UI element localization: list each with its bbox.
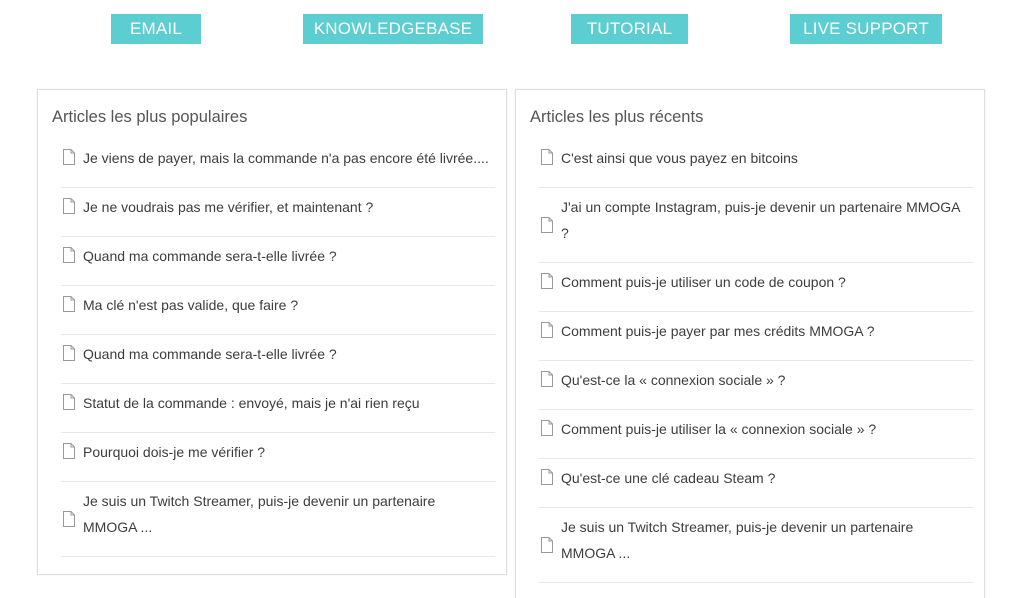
article-link[interactable]: Je viens de payer, mais la commande n'a pas encore été livrée.... xyxy=(83,150,489,166)
list-item[interactable] xyxy=(539,508,973,583)
list-item[interactable] xyxy=(539,188,973,263)
article-link[interactable]: Quand ma commande sera-t-elle livrée ? xyxy=(83,346,337,362)
document-icon xyxy=(541,149,553,165)
list-item[interactable] xyxy=(61,482,495,557)
popular-articles-panel xyxy=(37,89,507,575)
live-support-button[interactable]: LIVE SUPPORT xyxy=(790,14,942,44)
article-link[interactable]: Je ne voudrais pas me vérifier, et maintenant ? xyxy=(83,199,374,215)
popular-articles-list xyxy=(61,139,495,557)
article-link[interactable]: Qu'est-ce la « connexion sociale » ? xyxy=(561,372,786,388)
document-icon xyxy=(541,469,553,485)
article-link[interactable]: Je suis un Twitch Streamer, puis-je devenir un partenaire MMOGA ... xyxy=(83,493,436,535)
document-icon xyxy=(63,296,75,312)
knowledgebase-button[interactable]: KNOWLEDGEBASE xyxy=(303,14,483,44)
list-item[interactable] xyxy=(539,263,973,312)
list-item[interactable] xyxy=(61,139,495,188)
article-link[interactable]: C'est ainsi que vous payez en bitcoins xyxy=(561,150,798,166)
document-icon xyxy=(63,443,75,459)
document-icon xyxy=(63,511,75,527)
list-item[interactable] xyxy=(61,433,495,482)
article-link[interactable]: Pourquoi dois-je me vérifier ? xyxy=(83,444,266,460)
list-item[interactable] xyxy=(61,384,495,433)
list-item[interactable] xyxy=(539,312,973,361)
document-icon xyxy=(541,537,553,553)
list-item[interactable] xyxy=(61,335,495,384)
article-link[interactable]: J'ai un compte Instagram, puis-je devenir un partenaire MMOGA ? xyxy=(561,199,960,241)
document-icon xyxy=(541,273,553,289)
article-link[interactable]: Qu'est-ce une clé cadeau Steam ? xyxy=(561,470,776,486)
article-link[interactable]: Statut de la commande : envoyé, mais je n'ai rien reçu xyxy=(83,395,420,411)
document-icon xyxy=(541,371,553,387)
list-item[interactable] xyxy=(539,410,973,459)
recent-articles-panel xyxy=(515,89,985,598)
document-icon xyxy=(63,198,75,214)
list-item[interactable] xyxy=(61,286,495,335)
recent-articles-title: Articles les plus récents xyxy=(530,108,704,126)
list-item[interactable] xyxy=(539,459,973,508)
article-link[interactable]: Comment puis-je utiliser la « connexion sociale » ? xyxy=(561,421,877,437)
document-icon xyxy=(63,247,75,263)
article-link[interactable]: Ma clé n'est pas valide, que faire ? xyxy=(83,297,299,313)
popular-articles-title: Articles les plus populaires xyxy=(52,108,248,126)
email-button[interactable]: EMAIL xyxy=(111,14,201,44)
document-icon xyxy=(63,149,75,165)
list-item[interactable] xyxy=(61,188,495,237)
list-item[interactable] xyxy=(539,361,973,410)
article-link[interactable]: Comment puis-je payer par mes crédits MMOGA ? xyxy=(561,323,875,339)
document-icon xyxy=(541,322,553,338)
list-item[interactable] xyxy=(539,139,973,188)
document-icon xyxy=(541,420,553,436)
tutorial-button[interactable]: TUTORIAL xyxy=(571,14,688,44)
article-link[interactable]: Je suis un Twitch Streamer, puis-je devenir un partenaire MMOGA ... xyxy=(561,519,914,561)
document-icon xyxy=(541,217,553,233)
article-link[interactable]: Comment puis-je utiliser un code de coupon ? xyxy=(561,274,846,290)
article-link[interactable]: Quand ma commande sera-t-elle livrée ? xyxy=(83,248,337,264)
document-icon xyxy=(63,394,75,410)
list-item[interactable] xyxy=(61,237,495,286)
document-icon xyxy=(63,345,75,361)
recent-articles-list xyxy=(539,139,973,583)
